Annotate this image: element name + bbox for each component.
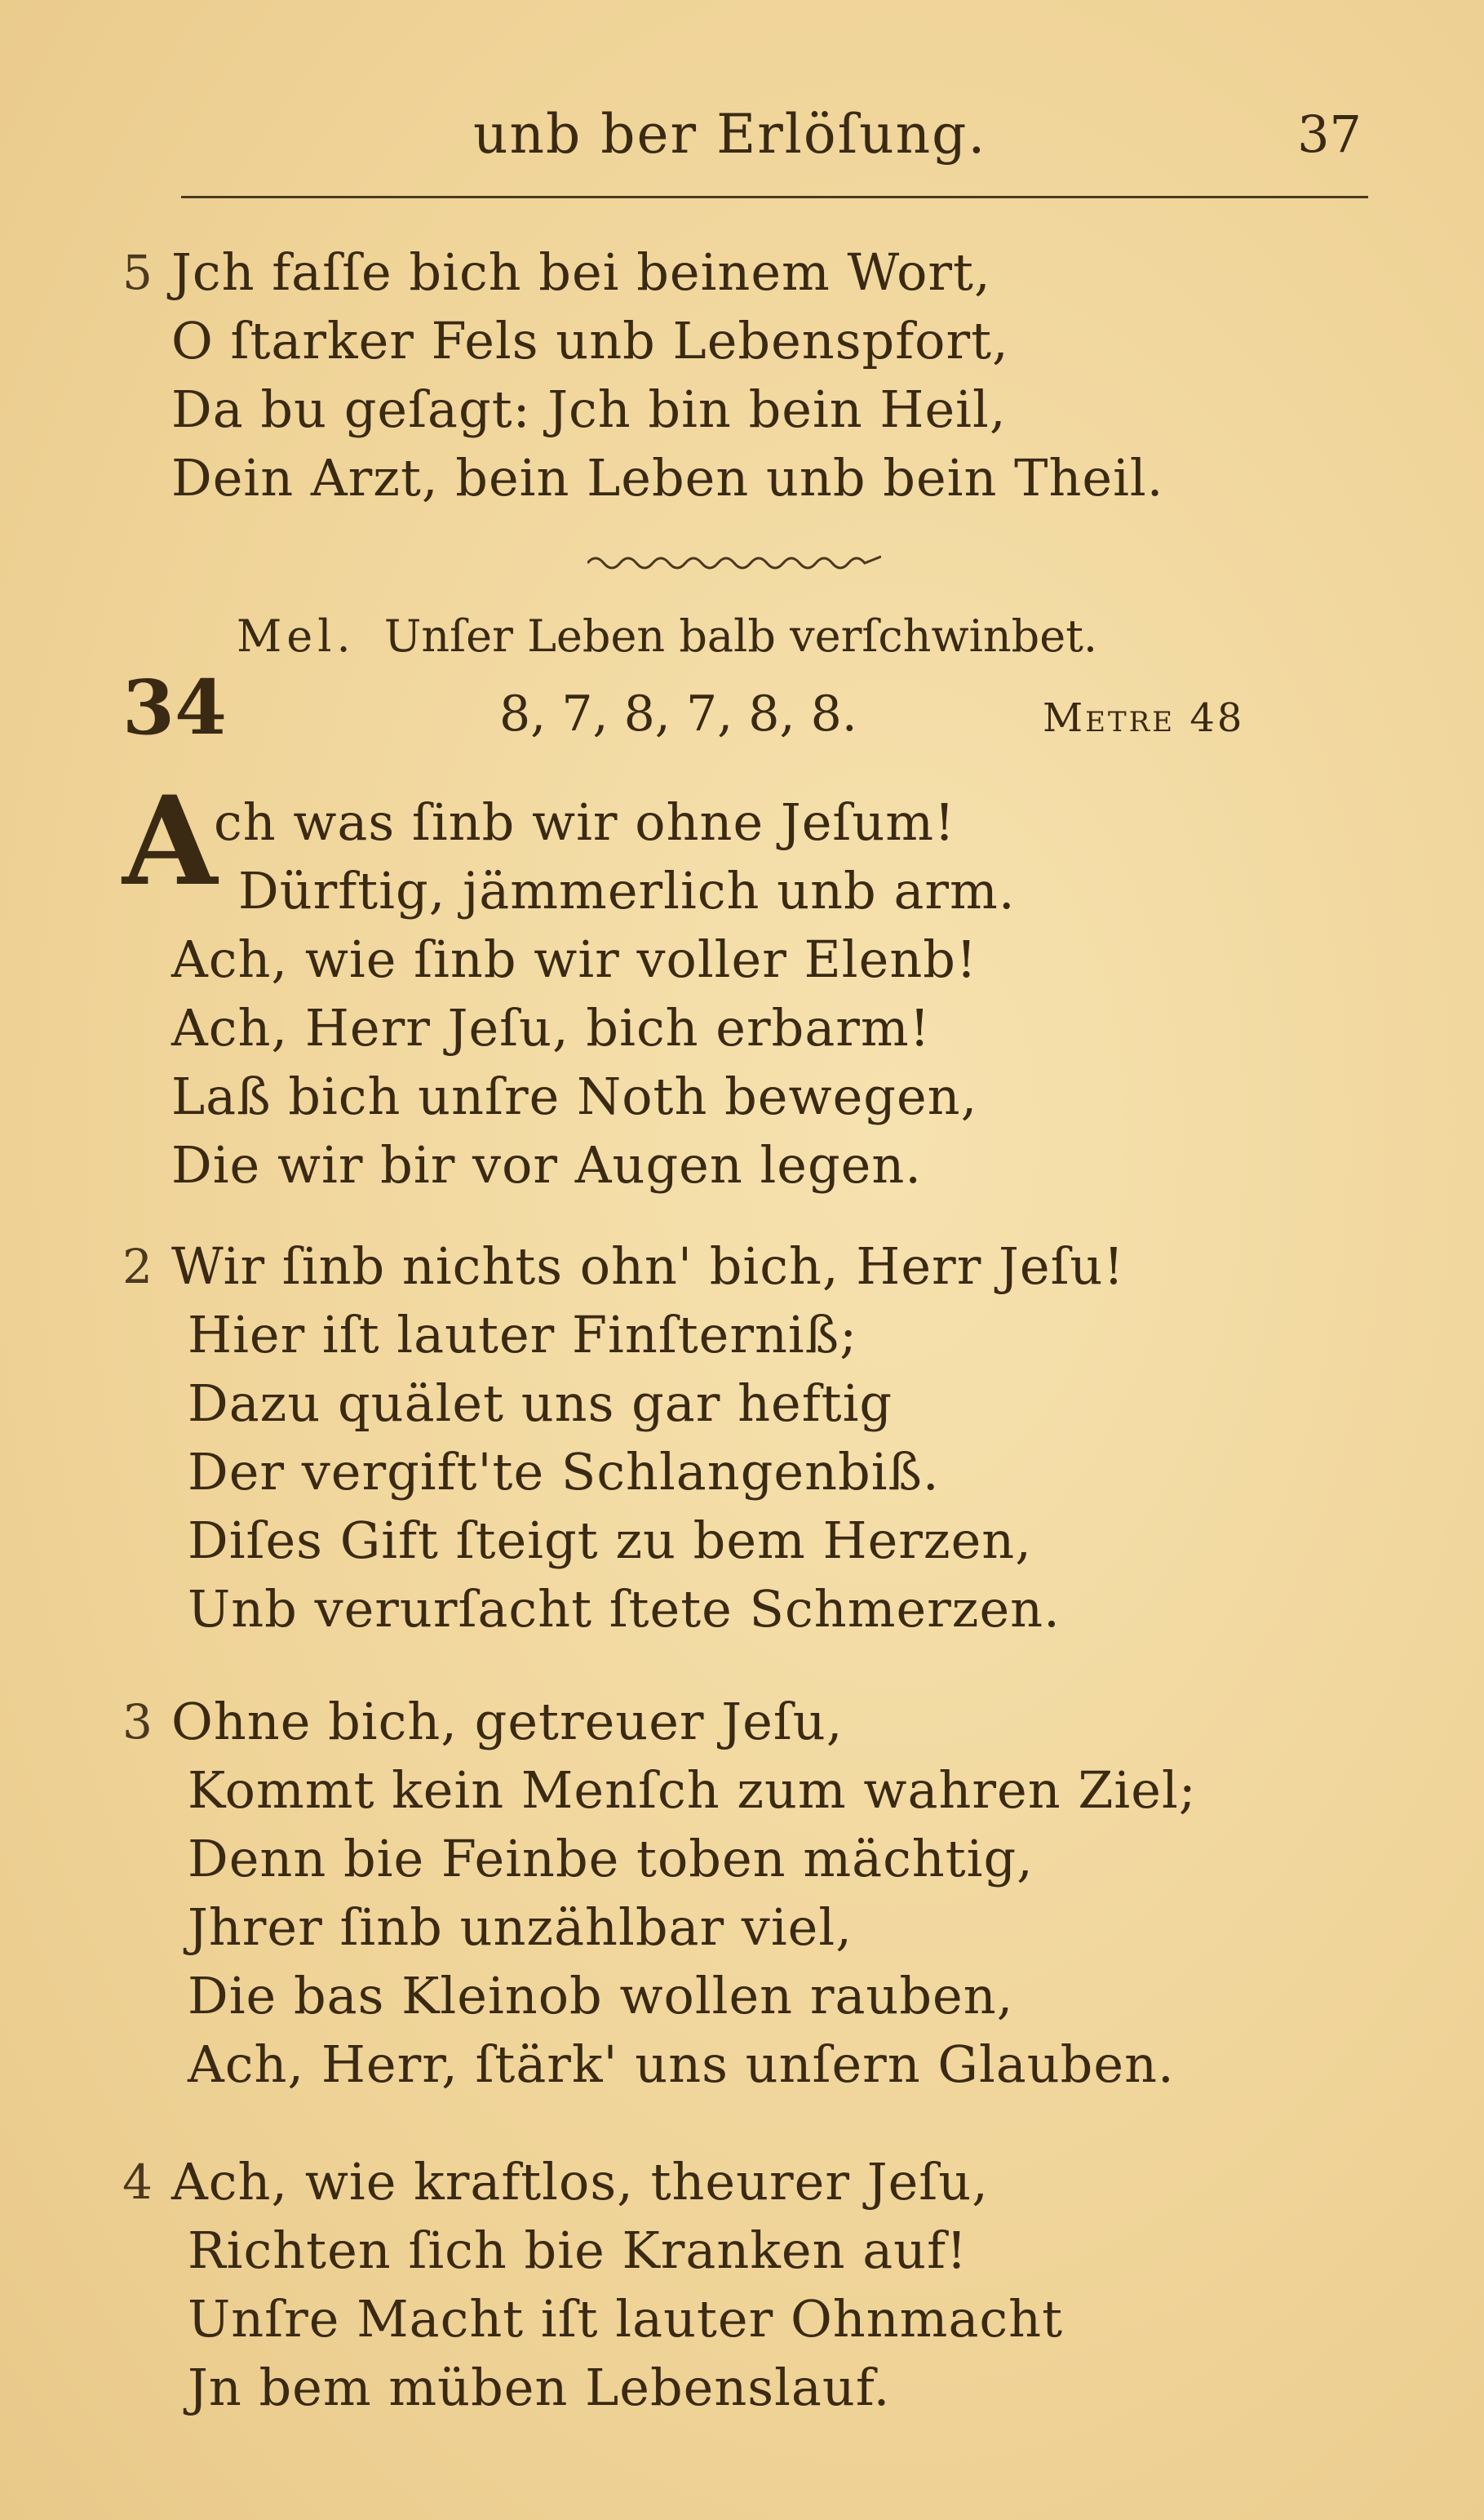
verse-line: Da bu geſagt: Jch bin bein Heil, bbox=[171, 379, 1007, 439]
verse-line: Laß bich unſre Noth bewegen, bbox=[171, 1067, 978, 1126]
verse-line: Wir ſinb nichts ohn' bich, Herr Jeſu! bbox=[171, 1236, 1125, 1296]
verse-line: Diſes Gift ſteigt zu bem Herzen, bbox=[188, 1511, 1032, 1570]
verse-line: Ach, Herr Jeſu, bich erbarm! bbox=[171, 998, 931, 1058]
stanza-number: 4 bbox=[122, 2154, 153, 2210]
running-head bbox=[0, 98, 1484, 171]
verse-line: Unſre Macht iſt lauter Ohnmacht bbox=[188, 2289, 1063, 2349]
verse-line: Ach, wie ſinb wir voller Elenb! bbox=[171, 929, 977, 989]
verse-line: Dazu quälet uns gar heftig bbox=[188, 1373, 893, 1433]
verse-line: Jch faſſe bich bei beinem Wort, bbox=[171, 242, 991, 302]
hymn-meter: 8, 7, 8, 7, 8, 8. bbox=[499, 685, 857, 743]
verse-line: Die bas Kleinob wollen rauben, bbox=[188, 1966, 1014, 2025]
page-number: 37 bbox=[1297, 104, 1362, 164]
hymn-metre-label: Metre 48 bbox=[1043, 695, 1245, 741]
verse-line: Jn bem müben Lebenslauf. bbox=[188, 2358, 891, 2417]
verse-line: ch was ſinb wir ohne Jeſum! bbox=[214, 792, 955, 852]
verse-line: Die wir bir vor Augen legen. bbox=[171, 1135, 923, 1195]
stanza-number: 3 bbox=[122, 1694, 153, 1750]
ornament-divider bbox=[587, 548, 881, 573]
verse-line: Ach, Herr, ſtärk' uns unſern Glauben. bbox=[188, 2034, 1175, 2094]
melody-text: Unſer Leben balb verſchwinbet. bbox=[383, 610, 1098, 662]
running-title: unb ber Erlöſung. bbox=[473, 103, 987, 166]
verse-line: Jhrer ſinb unzählbar viel, bbox=[188, 1897, 853, 1957]
hymn-number: 34 bbox=[122, 663, 228, 752]
drop-cap: A bbox=[122, 770, 218, 913]
verse-line: Dein Arzt, bein Leben unb bein Theil. bbox=[171, 448, 1164, 508]
verse-line: Ohne bich, getreuer Jeſu, bbox=[171, 1692, 844, 1751]
verse-line: Dürftig, jämmerlich unb arm. bbox=[238, 861, 1016, 921]
header-rule bbox=[181, 196, 1368, 198]
melody-line bbox=[237, 604, 1097, 669]
verse-line: Richten ſich bie Kranken auf! bbox=[188, 2221, 968, 2280]
verse-line: Denn bie Feinbe toben mächtig, bbox=[188, 1829, 1034, 1888]
verse-line: Ach, wie kraftlos, theurer Jeſu, bbox=[171, 2152, 989, 2212]
verse-line: Hier iſt lauter Finſterniß; bbox=[188, 1305, 858, 1364]
stanza-number: 2 bbox=[122, 1239, 153, 1294]
melody-label: Mel. bbox=[237, 610, 356, 662]
verse-line: Unb verurſacht ſtete Schmerzen. bbox=[188, 1579, 1061, 1639]
verse-line: Der vergift'te Schlangenbiß. bbox=[188, 1442, 940, 1502]
verse-line: O ſtarker Fels unb Lebenspfort, bbox=[171, 311, 1009, 370]
verse-line: Kommt kein Menſch zum wahren Ziel; bbox=[188, 1760, 1197, 1820]
stanza-number: 5 bbox=[122, 245, 153, 300]
